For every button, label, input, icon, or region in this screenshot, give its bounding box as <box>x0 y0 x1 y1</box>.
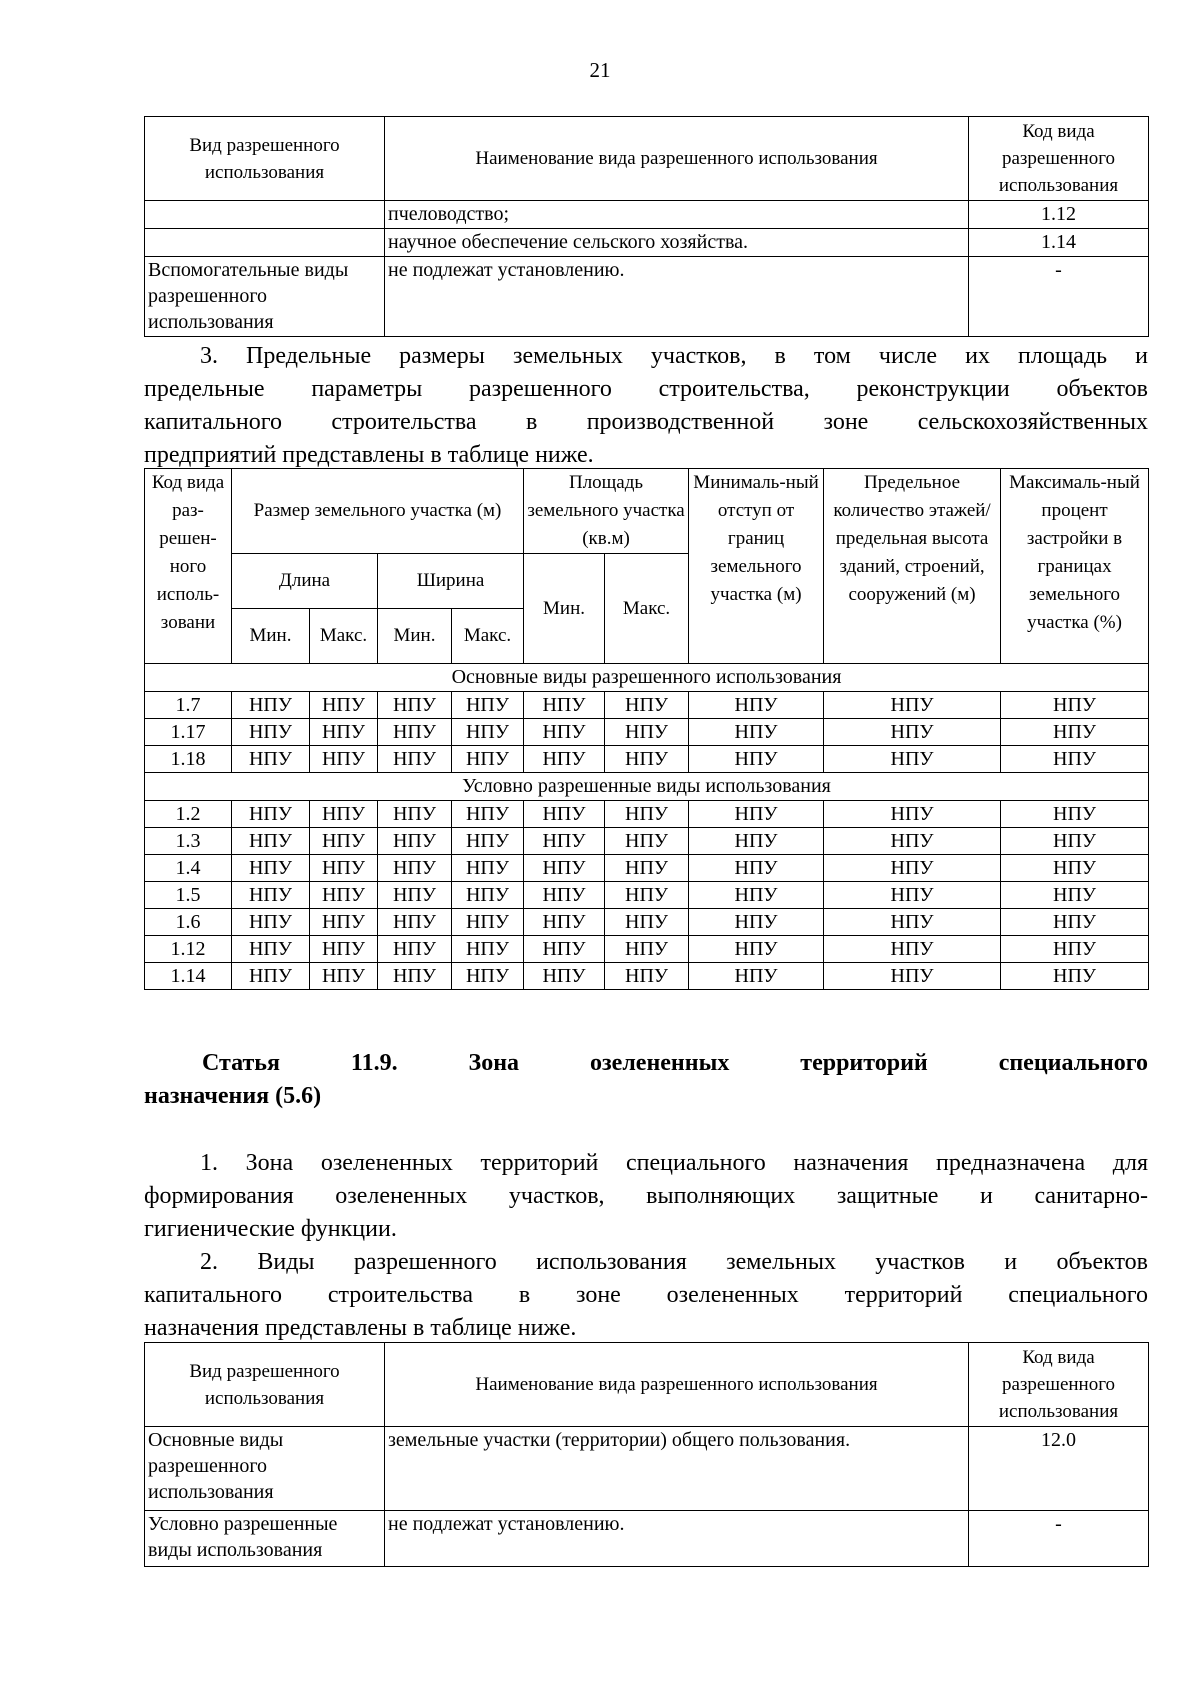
row-value: НПУ <box>232 882 310 909</box>
row-code: 1.4 <box>145 855 232 882</box>
table-cell-type: Вспомогательные виды разрешенного использования <box>145 257 385 337</box>
row-value: НПУ <box>310 936 378 963</box>
text-line: назначения представлены в таблице ниже. <box>144 1315 577 1341</box>
row-value: НПУ <box>689 963 824 990</box>
row-value: НПУ <box>1001 692 1149 719</box>
table-cell-code: 1.12 <box>969 201 1149 229</box>
text-line: гигиенические функции. <box>144 1216 397 1242</box>
article-heading <box>144 1047 1148 1113</box>
row-code: 1.14 <box>145 963 232 990</box>
row-value: НПУ <box>378 828 452 855</box>
row-value: НПУ <box>605 882 689 909</box>
header-min-setback: Минималь-ный отступ от границ земельного участка (м) <box>689 469 824 664</box>
text-line: 3. Предельные размеры земельных участков, в том числе их площадь и <box>200 343 1148 369</box>
row-value: НПУ <box>310 746 378 773</box>
row-value: НПУ <box>1001 719 1149 746</box>
row-value: НПУ <box>689 909 824 936</box>
paragraph-zone-purpose <box>144 1147 1148 1246</box>
row-value: НПУ <box>824 855 1001 882</box>
table-row <box>145 963 1149 990</box>
table-row <box>145 801 1149 828</box>
row-value: НПУ <box>605 746 689 773</box>
row-value: НПУ <box>452 855 524 882</box>
row-value: НПУ <box>824 719 1001 746</box>
row-value: НПУ <box>310 855 378 882</box>
row-value: НПУ <box>824 882 1001 909</box>
page-number: 21 <box>589 58 611 82</box>
table-cell-code: - <box>969 1511 1149 1567</box>
header-width-max: Макс. <box>452 609 524 664</box>
table-cell-code: 12.0 <box>969 1427 1149 1511</box>
row-value: НПУ <box>310 963 378 990</box>
table-cell-type <box>145 201 385 229</box>
section-main-uses: Основные виды разрешенного использования <box>145 664 1149 692</box>
heading-line: назначения (5.6) <box>144 1083 322 1109</box>
row-value: НПУ <box>232 909 310 936</box>
header-width-min: Мин. <box>378 609 452 664</box>
row-value: НПУ <box>824 963 1001 990</box>
header-use-type: Вид разрешенного использования <box>145 117 385 201</box>
row-value: НПУ <box>452 909 524 936</box>
table-cell-type: Условно разрешенные виды использования <box>145 1511 385 1567</box>
row-value: НПУ <box>689 692 824 719</box>
row-value: НПУ <box>605 855 689 882</box>
row-value: НПУ <box>232 963 310 990</box>
header-use-code: Код вида разрешенного использования <box>969 117 1149 201</box>
row-code: 1.2 <box>145 801 232 828</box>
section-conditional-uses: Условно разрешенные виды использования <box>145 773 1149 801</box>
table-row <box>145 828 1149 855</box>
heading-line: Статья 11.9. Зона озелененных территорий специального <box>202 1050 1148 1076</box>
row-value: НПУ <box>605 936 689 963</box>
table-row <box>145 936 1149 963</box>
row-value: НПУ <box>824 746 1001 773</box>
row-value: НПУ <box>689 936 824 963</box>
row-value: НПУ <box>689 719 824 746</box>
text-line: капитального строительства в производственной зоне сельскохозяйственных <box>144 409 1148 435</box>
row-value: НПУ <box>310 882 378 909</box>
row-value: НПУ <box>378 746 452 773</box>
row-value: НПУ <box>605 692 689 719</box>
row-value: НПУ <box>605 909 689 936</box>
row-value: НПУ <box>232 855 310 882</box>
row-value: НПУ <box>232 801 310 828</box>
row-value: НПУ <box>689 746 824 773</box>
text-line: капитального строительства в зоне озелененных территорий специального <box>144 1282 1148 1308</box>
row-value: НПУ <box>452 828 524 855</box>
parameters-table <box>144 468 1149 990</box>
table-cell-name: земельные участки (территории) общего пользования. <box>385 1427 969 1511</box>
row-value: НПУ <box>524 936 605 963</box>
table-cell-name: не подлежат установлению. <box>385 257 969 337</box>
row-code: 1.17 <box>145 719 232 746</box>
green-zone-uses-table <box>144 1342 1149 1567</box>
row-value: НПУ <box>1001 801 1149 828</box>
row-value: НПУ <box>378 692 452 719</box>
row-code: 1.5 <box>145 882 232 909</box>
text-line: 1. Зона озелененных территорий специального назначения предназначена для <box>200 1150 1148 1176</box>
paragraph-limit-sizes <box>144 340 1148 472</box>
table-cell-name: пчеловодство; <box>385 201 969 229</box>
text-line: формирования озелененных участков, выполняющих защитные и санитарно- <box>144 1183 1148 1209</box>
text-line: предприятий представлены в таблице ниже. <box>144 442 594 468</box>
row-code: 1.3 <box>145 828 232 855</box>
row-value: НПУ <box>378 963 452 990</box>
conditional-uses-rows <box>145 801 1149 990</box>
table-cell-name: научное обеспечение сельского хозяйства. <box>385 229 969 257</box>
row-value: НПУ <box>232 719 310 746</box>
row-value: НПУ <box>378 719 452 746</box>
row-value: НПУ <box>452 936 524 963</box>
row-value: НПУ <box>1001 855 1149 882</box>
header-use-code: Код вида разрешенного использования <box>969 1343 1149 1427</box>
row-value: НПУ <box>524 882 605 909</box>
row-value: НПУ <box>524 855 605 882</box>
text-line: предельные параметры разрешенного строительства, реконструкции объектов <box>144 376 1148 402</box>
row-value: НПУ <box>824 909 1001 936</box>
row-value: НПУ <box>232 936 310 963</box>
row-value: НПУ <box>824 936 1001 963</box>
table-cell-name: не подлежат установлению. <box>385 1511 969 1567</box>
row-value: НПУ <box>310 801 378 828</box>
table-row <box>145 909 1149 936</box>
row-value: НПУ <box>1001 828 1149 855</box>
header-plot-area: Площадь земельного участка (кв.м) <box>524 469 689 554</box>
row-code: 1.6 <box>145 909 232 936</box>
row-value: НПУ <box>378 801 452 828</box>
row-value: НПУ <box>1001 963 1149 990</box>
header-code: Код вида раз-решен-ного исполь-зовани <box>145 469 232 664</box>
header-use-name: Наименование вида разрешенного использования <box>385 117 969 201</box>
row-value: НПУ <box>310 828 378 855</box>
table-row <box>145 882 1149 909</box>
row-value: НПУ <box>824 692 1001 719</box>
row-value: НПУ <box>524 963 605 990</box>
table-cell-code: 1.14 <box>969 229 1149 257</box>
table-cell-type: Основные виды разрешенного использования <box>145 1427 385 1511</box>
row-value: НПУ <box>232 746 310 773</box>
table-cell-code: - <box>969 257 1149 337</box>
row-value: НПУ <box>524 828 605 855</box>
row-value: НПУ <box>310 719 378 746</box>
row-value: НПУ <box>310 909 378 936</box>
row-code: 1.7 <box>145 692 232 719</box>
row-value: НПУ <box>605 719 689 746</box>
table-row <box>145 692 1149 719</box>
row-value: НПУ <box>1001 882 1149 909</box>
row-value: НПУ <box>232 692 310 719</box>
row-value: НПУ <box>1001 936 1149 963</box>
row-value: НПУ <box>605 963 689 990</box>
table-row <box>145 719 1149 746</box>
row-value: НПУ <box>378 855 452 882</box>
row-value: НПУ <box>452 746 524 773</box>
row-value: НПУ <box>452 801 524 828</box>
row-value: НПУ <box>524 909 605 936</box>
permitted-uses-table-continued <box>144 116 1149 337</box>
row-value: НПУ <box>605 828 689 855</box>
header-length-max: Макс. <box>310 609 378 664</box>
row-value: НПУ <box>452 963 524 990</box>
row-value: НПУ <box>824 801 1001 828</box>
row-value: НПУ <box>452 882 524 909</box>
row-value: НПУ <box>605 801 689 828</box>
header-length-min: Мин. <box>232 609 310 664</box>
header-length: Длина <box>232 554 378 609</box>
header-area-max: Макс. <box>605 554 689 664</box>
row-value: НПУ <box>1001 909 1149 936</box>
row-value: НПУ <box>524 719 605 746</box>
row-value: НПУ <box>232 828 310 855</box>
row-value: НПУ <box>824 828 1001 855</box>
header-max-coverage: Максималь-ный процент застройки в границах земельного участка (%) <box>1001 469 1149 664</box>
header-width: Ширина <box>378 554 524 609</box>
row-value: НПУ <box>689 882 824 909</box>
row-value: НПУ <box>1001 746 1149 773</box>
row-value: НПУ <box>689 801 824 828</box>
row-value: НПУ <box>524 746 605 773</box>
header-use-name: Наименование вида разрешенного использования <box>385 1343 969 1427</box>
row-value: НПУ <box>452 719 524 746</box>
row-value: НПУ <box>310 692 378 719</box>
row-value: НПУ <box>378 936 452 963</box>
header-max-floors: Предельное количество этажей/ предельная высота зданий, строений, сооружений (м) <box>824 469 1001 664</box>
row-value: НПУ <box>524 692 605 719</box>
row-value: НПУ <box>524 801 605 828</box>
table-row <box>145 746 1149 773</box>
paragraph-zone-uses <box>144 1246 1148 1345</box>
row-code: 1.12 <box>145 936 232 963</box>
row-code: 1.18 <box>145 746 232 773</box>
header-use-type: Вид разрешенного использования <box>145 1343 385 1427</box>
row-value: НПУ <box>378 882 452 909</box>
row-value: НПУ <box>452 692 524 719</box>
table-cell-type <box>145 229 385 257</box>
main-uses-rows <box>145 692 1149 773</box>
header-plot-size: Размер земельного участка (м) <box>232 469 524 554</box>
header-area-min: Мин. <box>524 554 605 664</box>
row-value: НПУ <box>689 828 824 855</box>
text-line: 2. Виды разрешенного использования земельных участков и объектов <box>200 1249 1148 1275</box>
row-value: НПУ <box>378 909 452 936</box>
table-row <box>145 855 1149 882</box>
row-value: НПУ <box>689 855 824 882</box>
